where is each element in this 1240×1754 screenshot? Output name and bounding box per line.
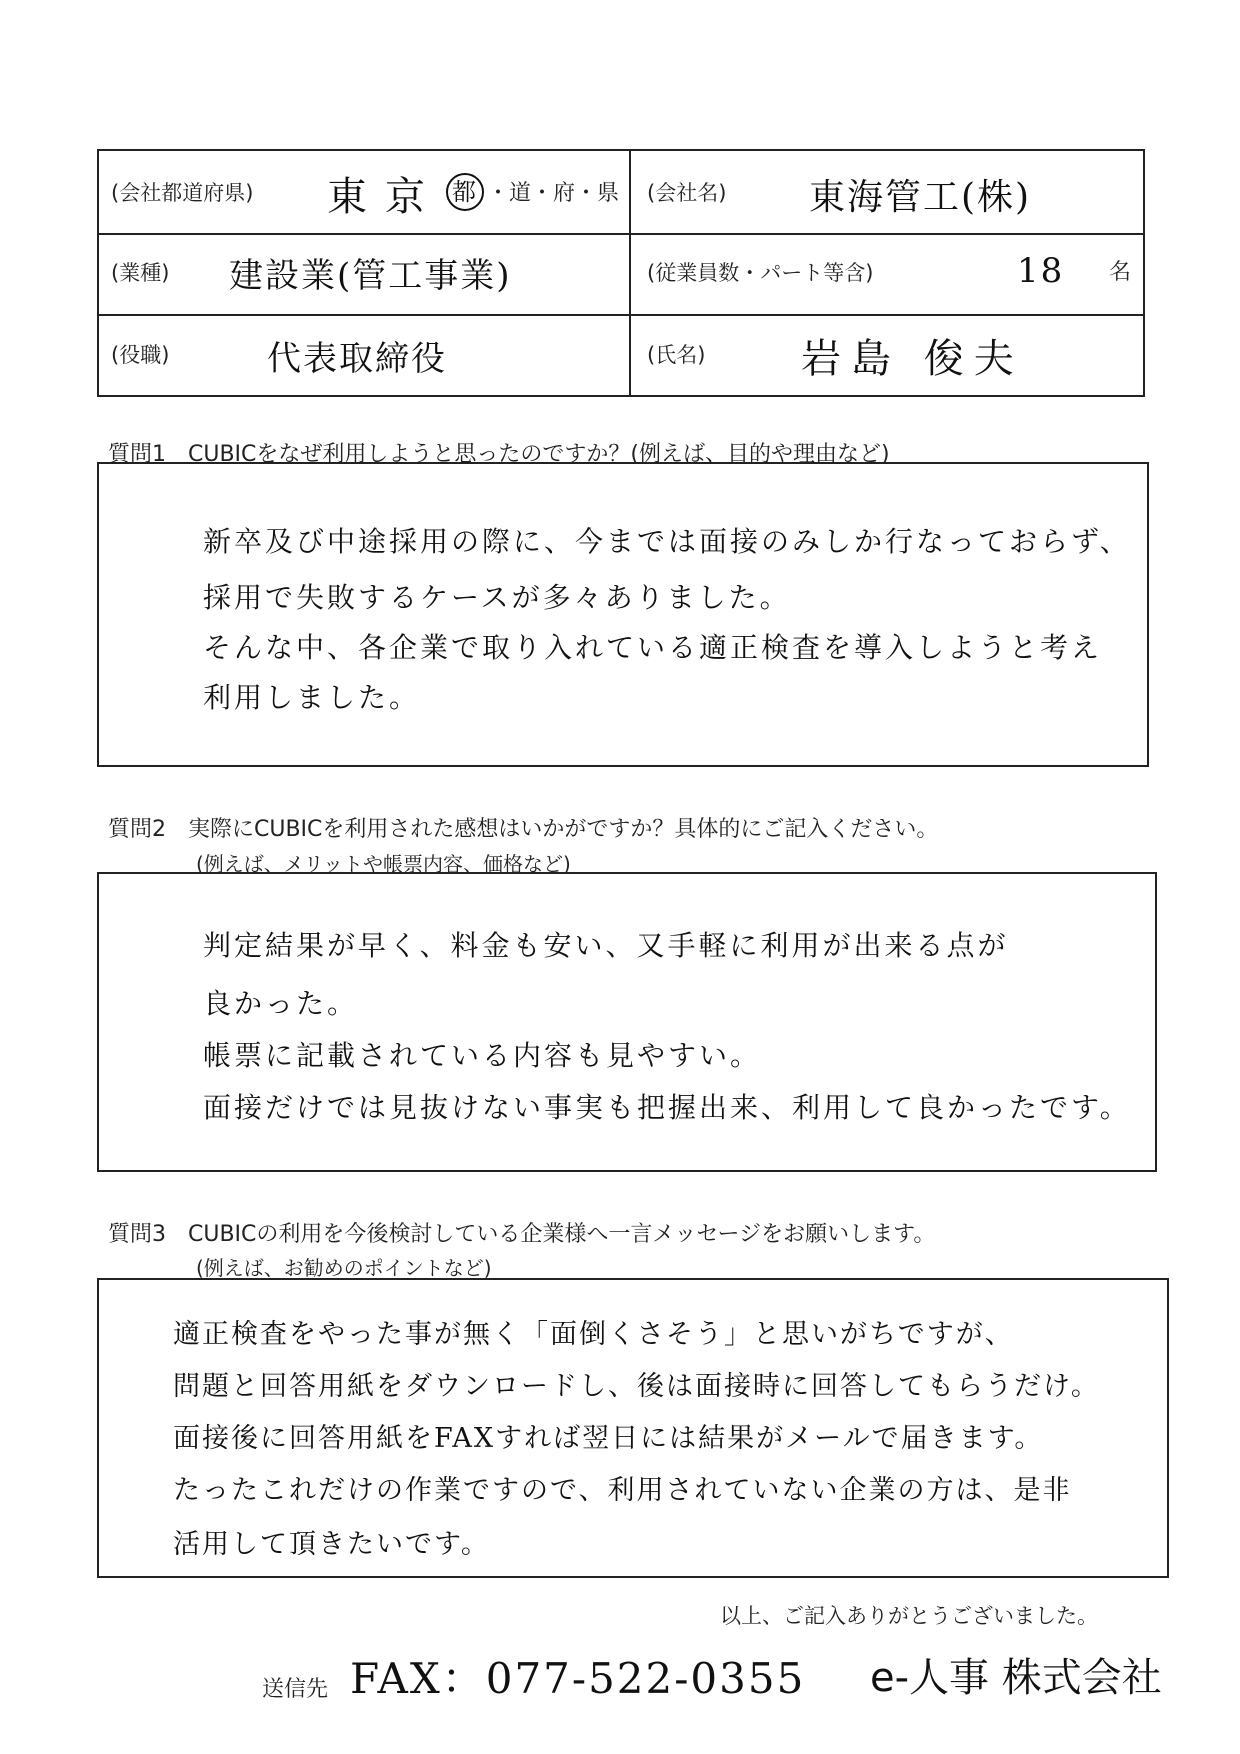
- question-2-title: 質問2 実際にCUBICを利用された感想はいかがですか？具体的にご記入ください。: [108, 817, 939, 842]
- company-info-table: [97, 149, 1145, 397]
- question-3-subtitle: (例えば、お勧めのポイントなど): [196, 1256, 492, 1280]
- fax-number: FAX：077-522-0355: [350, 1654, 806, 1703]
- row-divider: [99, 314, 1143, 316]
- answer-line: 活用して頂きたいです。: [173, 1529, 490, 1560]
- answer-line: 適正検査をやった事が無く「面倒くさそう」と思いがちですが、: [173, 1319, 1014, 1350]
- question-2-subtitle: (例えば、メリットや帳票内容、価格など): [196, 852, 571, 876]
- name-value: 岩島 俊夫: [801, 336, 1024, 382]
- answer-line: 採用で失敗するケースが多々ありました。: [203, 581, 791, 614]
- closing-thanks: 以上、ご記入ありがとうございました。: [720, 1604, 1098, 1628]
- industry-value: 建設業(管工事業): [229, 256, 512, 296]
- question-2-answer-box: [97, 872, 1157, 1172]
- answer-line: 利用しました。: [203, 681, 421, 714]
- employees-label: (従業員数・パート等含): [647, 261, 874, 285]
- answer-line: そんな中、各企業で取り入れている適正検査を導入しようと考え: [203, 631, 1103, 664]
- answer-line: 面接だけでは見抜けない事実も把握出来、利用して良かったです。: [203, 1091, 1131, 1124]
- question-1-title: 質問1 CUBICをなぜ利用しようと思ったのですか？(例えば、目的や理由など): [108, 442, 890, 467]
- sender-company: e-人事 株式会社: [870, 1655, 1162, 1701]
- employees-unit: 名: [1109, 260, 1132, 285]
- prefecture-value: 東京: [327, 174, 443, 220]
- question-3-answer-box: [97, 1278, 1169, 1578]
- prefecture-circled: 都: [446, 173, 484, 211]
- name-label: (氏名): [647, 343, 706, 367]
- company-name-label: (会社名): [647, 181, 727, 205]
- answer-line: 判定結果が早く、料金も安い、又手軽に利用が出来る点が: [203, 929, 1009, 962]
- column-divider: [629, 151, 631, 395]
- position-label: (役職): [111, 343, 170, 367]
- employees-value: 18: [1017, 251, 1065, 291]
- company-name-value: 東海管工(株): [809, 177, 1032, 218]
- answer-line: 良かった。: [203, 987, 359, 1020]
- question-1-answer-box: [97, 462, 1149, 767]
- send-to-label: 送信先: [262, 1677, 329, 1702]
- prefecture-options: ・道・府・県: [487, 181, 620, 206]
- answer-line: 帳票に記載されている内容も見やすい。: [203, 1039, 762, 1072]
- answer-line: 新卒及び中途採用の際に、今までは面接のみしか行なっておらず、: [203, 525, 1131, 558]
- industry-label: (業種): [111, 261, 170, 285]
- question-3-title: 質問3 CUBICの利用を今後検討している企業様へ一言メッセージをお願いします。: [108, 1222, 936, 1247]
- row-divider: [99, 233, 1143, 235]
- answer-line: たったこれだけの作業ですので、利用されていない企業の方は、是非: [173, 1475, 1072, 1506]
- prefecture-label: (会社都道府県): [111, 181, 254, 205]
- answer-line: 面接後に回答用紙をFAXすれば翌日には結果がメールで届きます。: [173, 1423, 1044, 1454]
- answer-line: 問題と回答用紙をダウンロードし、後は面接時に回答してもらうだけ。: [173, 1371, 1100, 1402]
- position-value: 代表取締役: [267, 339, 447, 379]
